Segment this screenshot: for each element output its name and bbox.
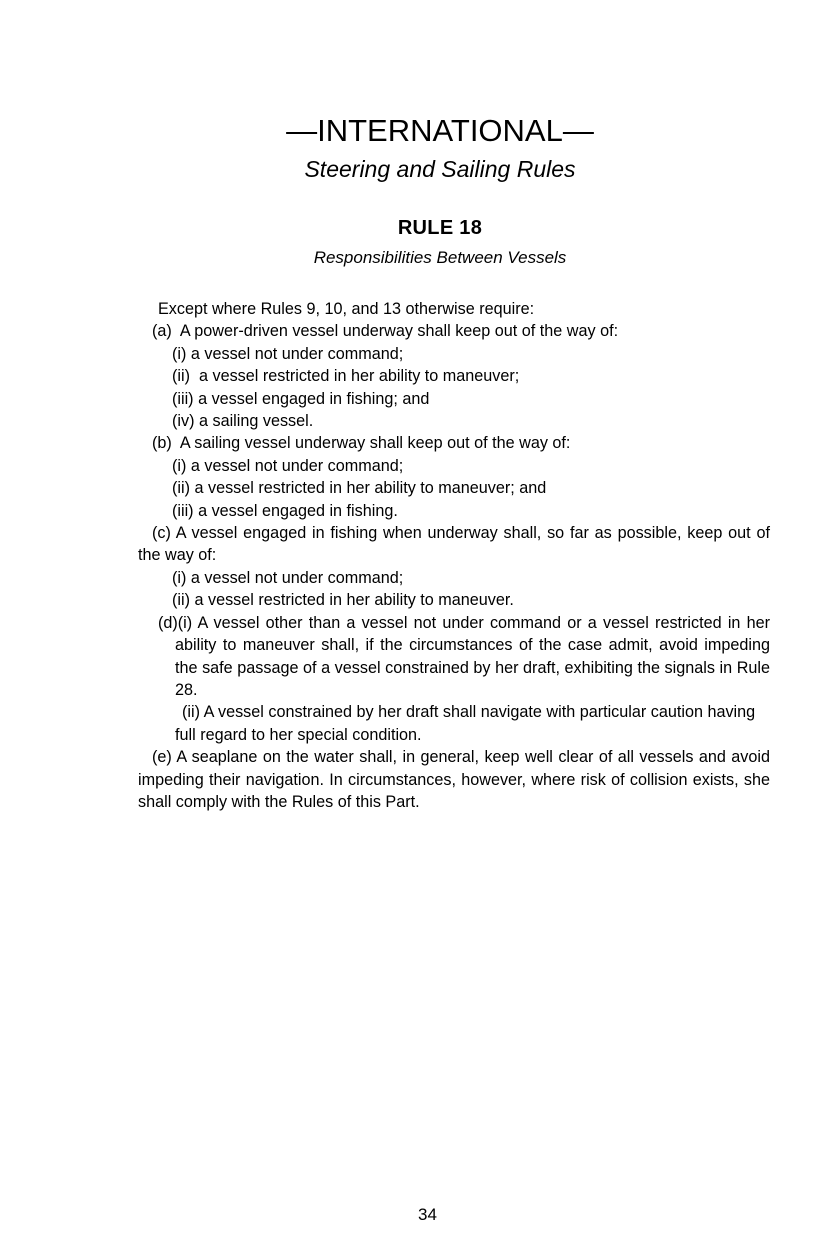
paragraph-d-ii: (ii) A vessel constrained by her draft shall navigate with particular caution having full regard to her special condition. (175, 703, 760, 744)
paragraph-b-iii: (iii) a vessel engaged in fishing. (172, 501, 398, 520)
rule-caption: Responsibilities Between Vessels (313, 248, 567, 267)
paragraph-b-ii: (ii) a vessel restricted in her ability to maneuver; and (172, 479, 547, 498)
rule-body (138, 298, 775, 813)
rule-number: RULE 18 (397, 217, 483, 239)
paragraph-c: (c) A vessel engaged in fishing when underway shall, so far as possible, keep out of the way of: (138, 524, 775, 565)
document-title: —INTERNATIONAL— (286, 113, 594, 148)
document-header (0, 112, 840, 184)
paragraph-a-i: (i) a vessel not under command; (172, 344, 404, 363)
paragraph-d-i: (d)(i) A vessel other than a vessel not under command or a vessel restricted in her ability to maneuver shall, if the circumstances of the case admit, avoid impeding the safe passage of a vessel constrained by her draft, exhibiting the signals in Rule 28. (158, 613, 775, 699)
paragraph-a-ii: (ii) a vessel restricted in her ability to maneuver; (172, 367, 520, 386)
paragraph-b-i: (i) a vessel not under command; (172, 456, 404, 475)
paragraph-a: (a) A power-driven vessel underway shall keep out of the way of: (152, 322, 619, 341)
document-subtitle: Steering and Sailing Rules (304, 156, 576, 182)
paragraph-e: (e) A seaplane on the water shall, in general, keep well clear of all vessels and avoid impeding their navigation. In circumstances, however, where risk of collision exists, she shall comply with the Rules of this Part. (138, 748, 775, 811)
paragraph-c-i: (i) a vessel not under command; (172, 568, 404, 587)
paragraph-intro: Except where Rules 9, 10, and 13 otherwise require: (158, 300, 535, 318)
paragraph-a-iv: (iv) a sailing vessel. (172, 412, 314, 431)
page-number: 34 (418, 1205, 437, 1224)
paragraph-c-ii: (ii) a vessel restricted in her ability to maneuver. (172, 591, 514, 610)
paragraph-a-iii: (iii) a vessel engaged in fishing; and (172, 389, 430, 408)
paragraph-b: (b) A sailing vessel underway shall keep out of the way of: (152, 434, 571, 453)
rule-heading (0, 215, 840, 270)
